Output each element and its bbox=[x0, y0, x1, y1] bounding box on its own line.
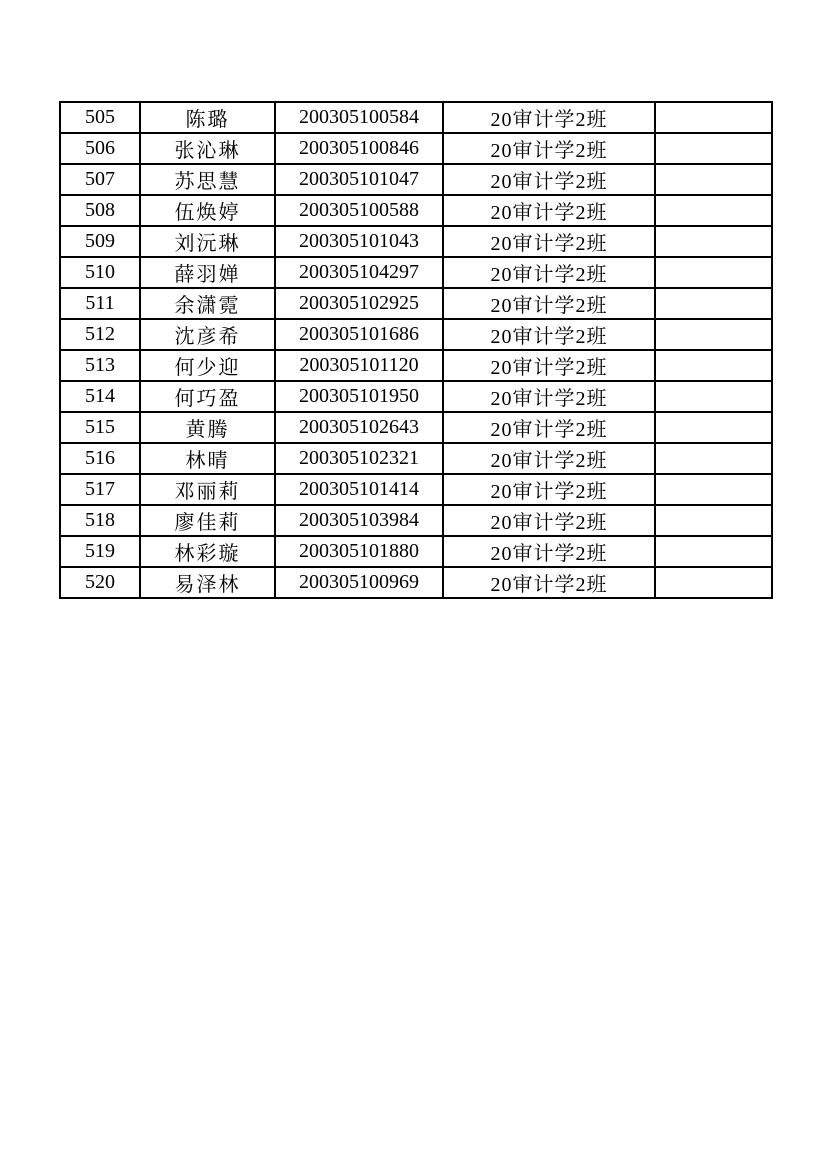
student-id-cell: 200305104297 bbox=[275, 257, 443, 288]
class-name-cell: 20审计学2班 bbox=[443, 288, 655, 319]
table-row bbox=[60, 505, 772, 536]
row-number-cell: 509 bbox=[60, 226, 140, 257]
class-name-cell: 20审计学2班 bbox=[443, 164, 655, 195]
student-roster-table bbox=[59, 101, 773, 599]
student-id-cell: 200305103984 bbox=[275, 505, 443, 536]
note-cell bbox=[655, 257, 772, 288]
note-cell bbox=[655, 381, 772, 412]
table-row bbox=[60, 536, 772, 567]
class-name-cell: 20审计学2班 bbox=[443, 102, 655, 133]
student-id-cell: 200305102925 bbox=[275, 288, 443, 319]
row-number-cell: 517 bbox=[60, 474, 140, 505]
student-name-cell: 薛羽婵 bbox=[140, 257, 275, 288]
row-number-cell: 512 bbox=[60, 319, 140, 350]
student-id-cell: 200305101950 bbox=[275, 381, 443, 412]
table-row bbox=[60, 412, 772, 443]
student-name-cell: 廖佳莉 bbox=[140, 505, 275, 536]
note-cell bbox=[655, 412, 772, 443]
class-name-cell: 20审计学2班 bbox=[443, 257, 655, 288]
table-row bbox=[60, 350, 772, 381]
table-row bbox=[60, 133, 772, 164]
row-number-cell: 515 bbox=[60, 412, 140, 443]
row-number-cell: 520 bbox=[60, 567, 140, 598]
note-cell bbox=[655, 536, 772, 567]
student-name-cell: 易泽林 bbox=[140, 567, 275, 598]
student-name-cell: 余潇霓 bbox=[140, 288, 275, 319]
class-name-cell: 20审计学2班 bbox=[443, 536, 655, 567]
table-row bbox=[60, 319, 772, 350]
student-name-cell: 黄腾 bbox=[140, 412, 275, 443]
student-name-cell: 伍焕婷 bbox=[140, 195, 275, 226]
table-row bbox=[60, 164, 772, 195]
student-name-cell: 陈璐 bbox=[140, 102, 275, 133]
student-name-cell: 何少迎 bbox=[140, 350, 275, 381]
student-name-cell: 苏思慧 bbox=[140, 164, 275, 195]
student-id-cell: 200305100969 bbox=[275, 567, 443, 598]
row-number-cell: 508 bbox=[60, 195, 140, 226]
table-row bbox=[60, 381, 772, 412]
student-name-cell: 林彩璇 bbox=[140, 536, 275, 567]
table-row bbox=[60, 288, 772, 319]
note-cell bbox=[655, 164, 772, 195]
table-row bbox=[60, 474, 772, 505]
student-name-cell: 林晴 bbox=[140, 443, 275, 474]
class-name-cell: 20审计学2班 bbox=[443, 381, 655, 412]
class-name-cell: 20审计学2班 bbox=[443, 443, 655, 474]
table-row bbox=[60, 257, 772, 288]
student-id-cell: 200305101120 bbox=[275, 350, 443, 381]
table-row bbox=[60, 226, 772, 257]
student-name-cell: 沈彦希 bbox=[140, 319, 275, 350]
note-cell bbox=[655, 319, 772, 350]
table-row bbox=[60, 195, 772, 226]
student-name-cell: 张沁琳 bbox=[140, 133, 275, 164]
class-name-cell: 20审计学2班 bbox=[443, 319, 655, 350]
row-number-cell: 510 bbox=[60, 257, 140, 288]
table-row bbox=[60, 443, 772, 474]
row-number-cell: 506 bbox=[60, 133, 140, 164]
note-cell bbox=[655, 288, 772, 319]
row-number-cell: 518 bbox=[60, 505, 140, 536]
student-name-cell: 邓丽莉 bbox=[140, 474, 275, 505]
note-cell bbox=[655, 226, 772, 257]
table-row bbox=[60, 102, 772, 133]
student-name-cell: 刘沅琳 bbox=[140, 226, 275, 257]
row-number-cell: 514 bbox=[60, 381, 140, 412]
class-name-cell: 20审计学2班 bbox=[443, 505, 655, 536]
class-name-cell: 20审计学2班 bbox=[443, 195, 655, 226]
row-number-cell: 516 bbox=[60, 443, 140, 474]
student-id-cell: 200305102321 bbox=[275, 443, 443, 474]
row-number-cell: 505 bbox=[60, 102, 140, 133]
note-cell bbox=[655, 102, 772, 133]
note-cell bbox=[655, 443, 772, 474]
row-number-cell: 511 bbox=[60, 288, 140, 319]
student-id-cell: 200305101047 bbox=[275, 164, 443, 195]
student-id-cell: 200305101414 bbox=[275, 474, 443, 505]
row-number-cell: 507 bbox=[60, 164, 140, 195]
student-name-cell: 何巧盈 bbox=[140, 381, 275, 412]
note-cell bbox=[655, 567, 772, 598]
student-id-cell: 200305101686 bbox=[275, 319, 443, 350]
class-name-cell: 20审计学2班 bbox=[443, 412, 655, 443]
row-number-cell: 519 bbox=[60, 536, 140, 567]
student-id-cell: 200305102643 bbox=[275, 412, 443, 443]
table-row bbox=[60, 567, 772, 598]
student-id-cell: 200305100846 bbox=[275, 133, 443, 164]
class-name-cell: 20审计学2班 bbox=[443, 350, 655, 381]
row-number-cell: 513 bbox=[60, 350, 140, 381]
student-id-cell: 200305101880 bbox=[275, 536, 443, 567]
note-cell bbox=[655, 350, 772, 381]
note-cell bbox=[655, 133, 772, 164]
student-id-cell: 200305100588 bbox=[275, 195, 443, 226]
note-cell bbox=[655, 505, 772, 536]
note-cell bbox=[655, 195, 772, 226]
class-name-cell: 20审计学2班 bbox=[443, 226, 655, 257]
student-id-cell: 200305100584 bbox=[275, 102, 443, 133]
class-name-cell: 20审计学2班 bbox=[443, 133, 655, 164]
class-name-cell: 20审计学2班 bbox=[443, 567, 655, 598]
note-cell bbox=[655, 474, 772, 505]
student-id-cell: 200305101043 bbox=[275, 226, 443, 257]
class-name-cell: 20审计学2班 bbox=[443, 474, 655, 505]
